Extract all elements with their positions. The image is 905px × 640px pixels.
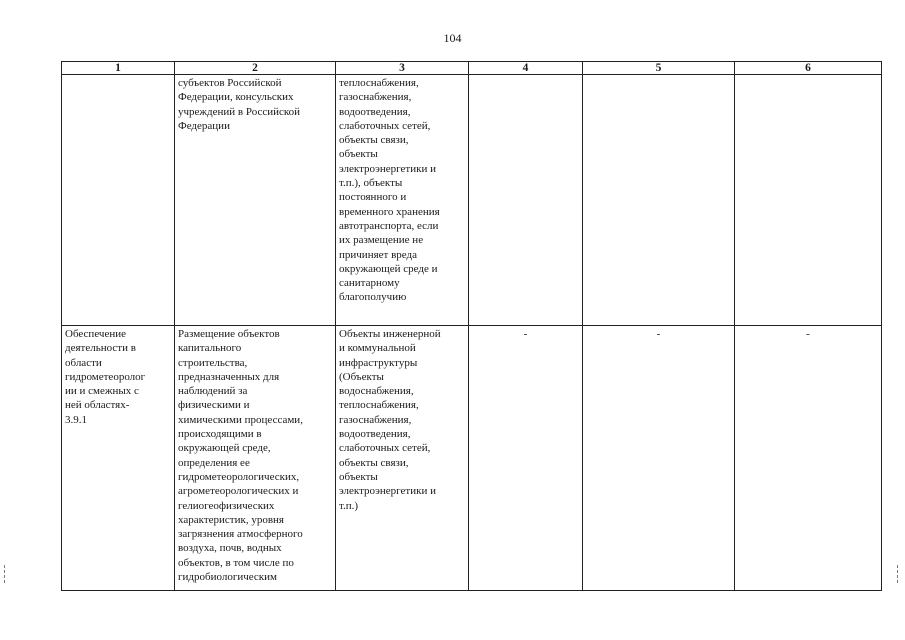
cell-type-name	[62, 75, 175, 326]
header-col-2: 2	[175, 62, 336, 75]
cell-type-name: Обеспечение деятельности в области гидрометеоролог ии и смежных с ней областях- 3.9.1	[62, 326, 175, 591]
cell-col-4: -	[469, 326, 583, 591]
cell-col-6: -	[735, 326, 882, 591]
land-use-table	[61, 61, 882, 591]
cell-col-5: -	[583, 326, 735, 591]
scan-margin-mark-left	[4, 565, 9, 583]
cell-col-6	[735, 75, 882, 326]
table-header-row	[62, 62, 882, 75]
cell-permitted-objects: Объекты инженерной и коммунальной инфраструктуры (Объекты водоснабжения, теплоснабжения, газоснабжения, водоотведения, слаботочных сетей, объекты связи, объекты электроэнергетики и т.п.)	[336, 326, 469, 591]
cell-description: Размещение объектов капитального строительства, предназначенных для наблюдений за физическими и химическими процессами, происходящими в окружающей среде, определения ее гидрометеорологических, агрометеорологических и гелиогеофизических характеристик, уровня загрязнения атмосферного воздуха, почв, водных объектов, в том числе по гидробиологическим	[175, 326, 336, 591]
header-col-3: 3	[336, 62, 469, 75]
header-col-5: 5	[583, 62, 735, 75]
cell-description: субъектов Российской Федерации, консульских учреждений в Российской Федерации	[175, 75, 336, 326]
page-number: 104	[443, 31, 462, 45]
cell-permitted-objects: теплоснабжения, газоснабжения, водоотведения, слаботочных сетей, объекты связи, объекты электроэнергетики и т.п.), объекты постоянного и временного хранения автотранспорта, если их размещение не причиняет вреда окружающей среде и санитарному благополучию	[336, 75, 469, 326]
cell-col-5	[583, 75, 735, 326]
header-col-6: 6	[735, 62, 882, 75]
table-row	[62, 326, 882, 591]
header-col-1: 1	[62, 62, 175, 75]
scan-margin-mark-right	[897, 565, 902, 583]
header-col-4: 4	[469, 62, 583, 75]
table-row	[62, 75, 882, 326]
cell-col-4	[469, 75, 583, 326]
